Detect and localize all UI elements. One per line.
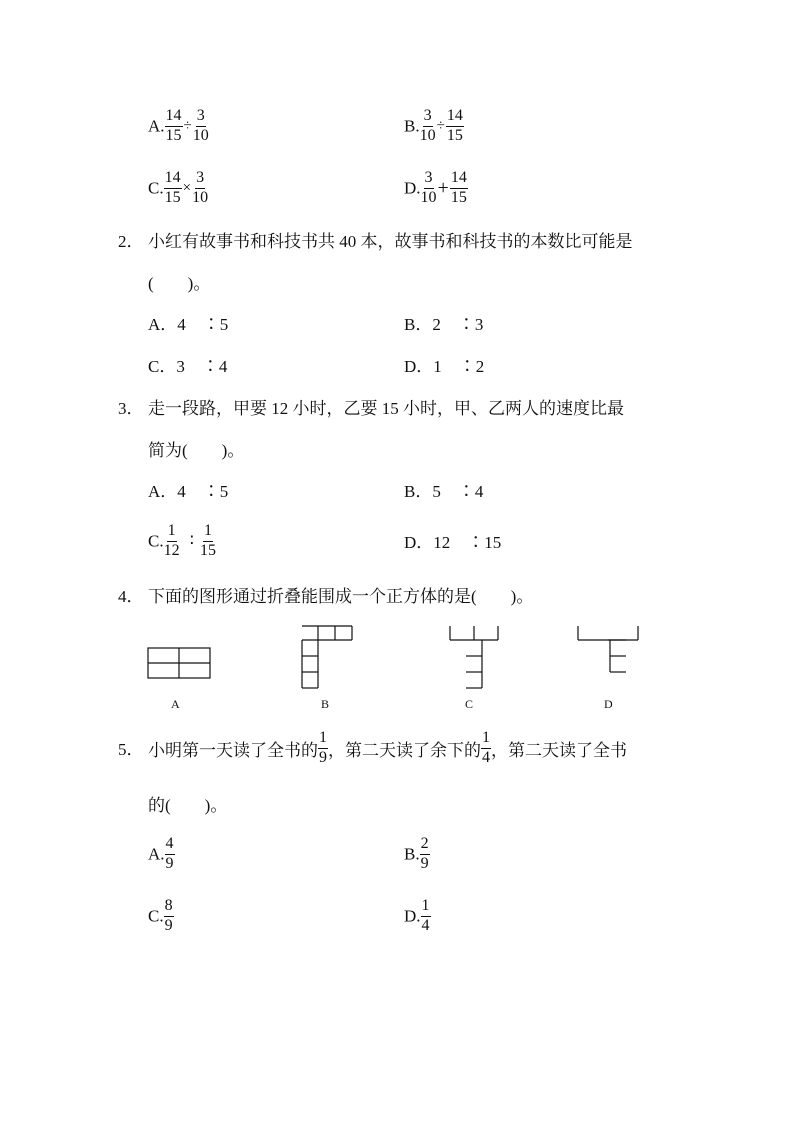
q5-number: 5． <box>118 740 144 759</box>
q2-number: 2． <box>118 232 144 251</box>
fraction: $\frac{1}{9}$ <box>319 729 327 766</box>
net-b-label: B <box>321 697 330 711</box>
q2-option-d[interactable]: D．1 ∶2 <box>404 357 485 376</box>
q2-option-a[interactable]: A．4 ∶5 <box>148 315 229 334</box>
q3-text-line2: 简为( )。 <box>148 441 245 460</box>
fraction: $\frac{1}{12}$ <box>163 522 180 559</box>
q5-text-line2: 的( )。 <box>148 796 228 815</box>
q3-number: 3． <box>118 399 144 418</box>
fraction: $\frac{4}{9}$ <box>165 835 174 872</box>
q3-text-line1: 走一段路，甲要 12 小时，乙要 15 小时，甲、乙两人的速度比最 <box>148 399 624 418</box>
fraction: $\frac{3}{10}$ <box>419 107 436 144</box>
q3-option-b[interactable]: B．5 ∶4 <box>404 482 484 501</box>
q5-option-a[interactable]: A. $\frac{4}{9}$ <box>148 835 174 872</box>
net-c-label: C <box>465 697 474 711</box>
fraction: $\frac{8}{9}$ <box>164 897 173 934</box>
q5-option-c[interactable]: C. $\frac{8}{9}$ <box>148 897 173 934</box>
q5-option-d[interactable]: D. $\frac{1}{4}$ <box>404 897 430 934</box>
net-b[interactable] <box>302 626 352 688</box>
q4-text-line1: 下面的图形通过折叠能围成一个正方体的是( )。 <box>148 587 534 606</box>
q1-option-c[interactable]: C. $\frac{14}{15}$ × $\frac{3}{10}$ <box>148 169 209 206</box>
net-d[interactable] <box>578 626 638 672</box>
net-a[interactable] <box>148 648 210 678</box>
fraction: $\frac{1}{4}$ <box>421 897 430 934</box>
fraction: $\frac{3}{10}$ <box>420 169 437 206</box>
fraction: $\frac{3}{10}$ <box>192 107 209 144</box>
fraction: $\frac{14}{15}$ <box>446 107 463 144</box>
q5-text-line1: 小明第一天读了全书的 $\frac{1}{9}$ ，第二天读了余下的 $\frac{1}{4}$ ，第二天读了全书 <box>148 729 627 766</box>
q2-text-line2: ( )。 <box>148 274 211 293</box>
q3-option-c[interactable]: C. $\frac{1}{12}$ ∶ $\frac{1}{15}$ <box>148 522 217 559</box>
q4-number: 4． <box>118 587 144 606</box>
net-d-label: D <box>604 697 613 711</box>
fraction: $\frac{1}{15}$ <box>200 522 217 559</box>
q3-option-a[interactable]: A．4 ∶5 <box>148 482 229 501</box>
net-a-label: A <box>171 697 180 711</box>
q3-option-d[interactable]: D．12 ∶15 <box>404 533 502 552</box>
q2-option-c[interactable]: C．3 ∶4 <box>148 357 228 376</box>
cube-nets-figure <box>140 620 660 700</box>
q1-option-b[interactable]: B. $\frac{3}{10}$ ÷ $\frac{14}{15}$ <box>404 107 463 144</box>
q1-option-d[interactable]: D. $\frac{3}{10}$ + $\frac{14}{15}$ <box>404 169 467 206</box>
fraction: $\frac{14}{15}$ <box>165 107 182 144</box>
fraction: $\frac{14}{15}$ <box>450 169 467 206</box>
fraction: $\frac{1}{4}$ <box>482 729 490 766</box>
net-c[interactable] <box>450 626 498 688</box>
fraction: $\frac{2}{9}$ <box>420 835 429 872</box>
q5-option-b[interactable]: B. $\frac{2}{9}$ <box>404 835 429 872</box>
q2-text-line1: 小红有故事书和科技书共 40 本，故事书和科技书的本数比可能是 <box>148 232 633 251</box>
fraction: $\frac{3}{10}$ <box>192 169 209 206</box>
q2-option-b[interactable]: B．2 ∶3 <box>404 315 484 334</box>
fraction: $\frac{14}{15}$ <box>164 169 181 206</box>
q1-option-a[interactable]: A. $\frac{14}{15}$ ÷ $\frac{3}{10}$ <box>148 107 209 144</box>
